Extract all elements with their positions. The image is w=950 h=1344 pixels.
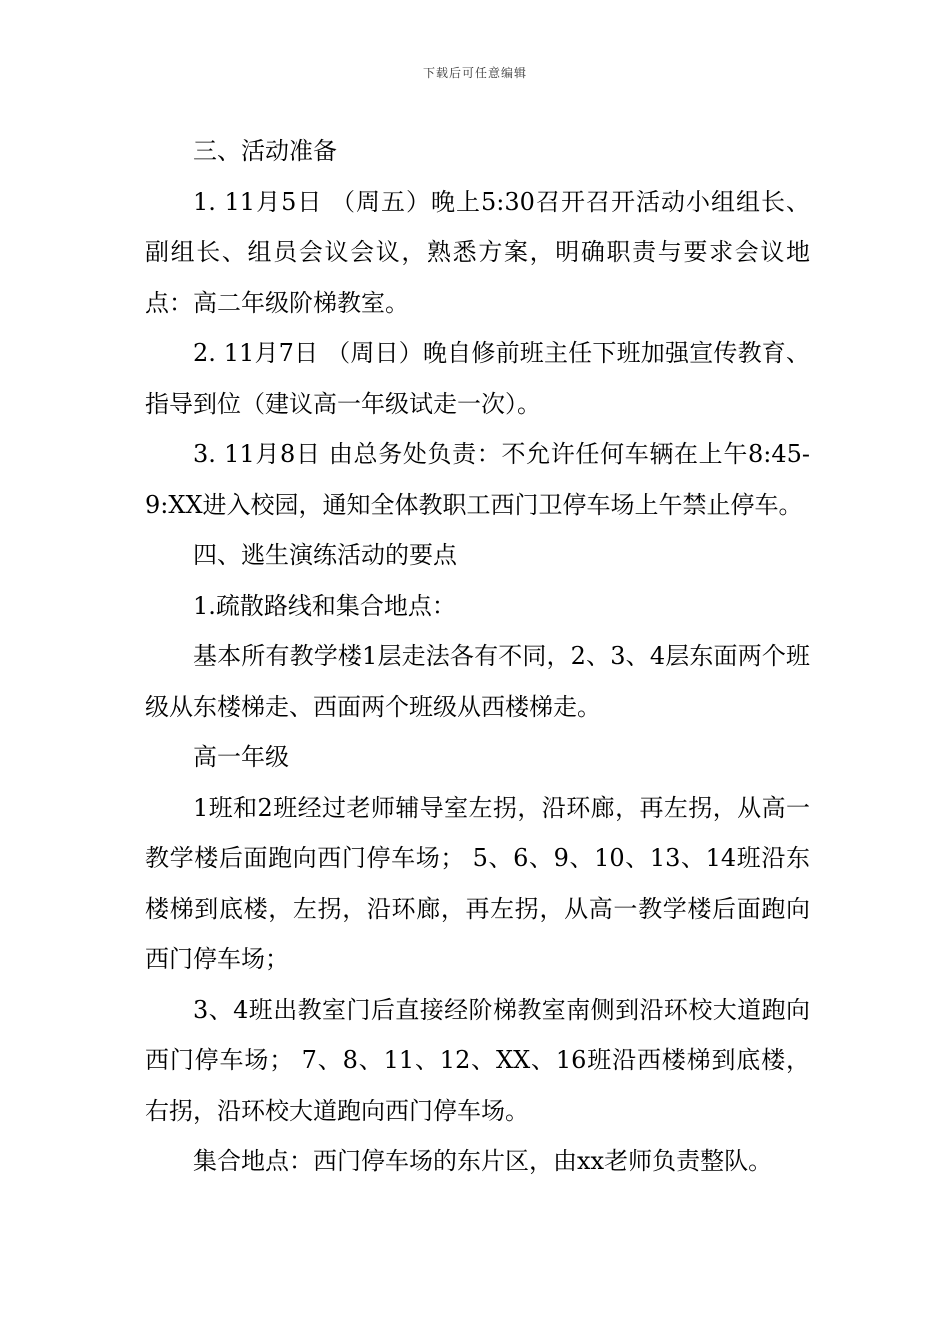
prep-item-2: 2. 11月7日 （周日）晚自修前班主任下班加强宣传教育、指导到位（建议高一年级试走一次）。 — [145, 339, 810, 418]
subheading-grade-one: 高一年级 — [193, 743, 289, 771]
paragraph-grade-one-west-route: 3、4班出教室门后直接经阶梯教室南侧到沿环校大道跑向西门停车场； 7、8、11、12、XX、16班沿西楼梯到底楼，右拐，沿环校大道跑向西门停车场。 — [145, 995, 810, 1125]
paragraph-general-routes: 基本所有教学楼1层走法各有不同，2、3、4层东面两个班级从东楼梯走、西面两个班级从西楼梯走。 — [145, 642, 810, 721]
section-heading-preparation: 三、活动准备 — [193, 137, 337, 165]
prep-item-3: 3. 11月8日 由总务处负责：不允许任何车辆在上午8:45-9:XX进入校园，通知全体教职工西门卫停车场上午禁止停车。 — [145, 440, 810, 519]
subheading-route-and-assembly: 1.疏散路线和集合地点： — [193, 591, 456, 620]
section-heading-key-points: 四、逃生演练活动的要点 — [193, 541, 457, 569]
page-header: 下载后可任意编辑 — [422, 66, 527, 80]
prep-item-1: 1. 11月5日 （周五）晚上5:30召开召开活动小组组长、副组长、组员会议会议，熟悉方案，明确职责与要求会议地点：高二年级阶梯教室。 — [145, 187, 810, 317]
paragraph-assembly-point: 集合地点：西门停车场的东片区，由xx老师负责整队。 — [193, 1147, 773, 1175]
paragraph-grade-one-east-route: 1班和2班经过老师辅导室左拐，沿环廊，再左拐，从高一教学楼后面跑向西门停车场； 5、6、9、10、13、14班沿东楼梯到底楼，左拐，沿环廊，再左拐，从高一教学楼后面跑向西门停车场； — [145, 793, 810, 973]
document-body — [145, 126, 810, 1187]
